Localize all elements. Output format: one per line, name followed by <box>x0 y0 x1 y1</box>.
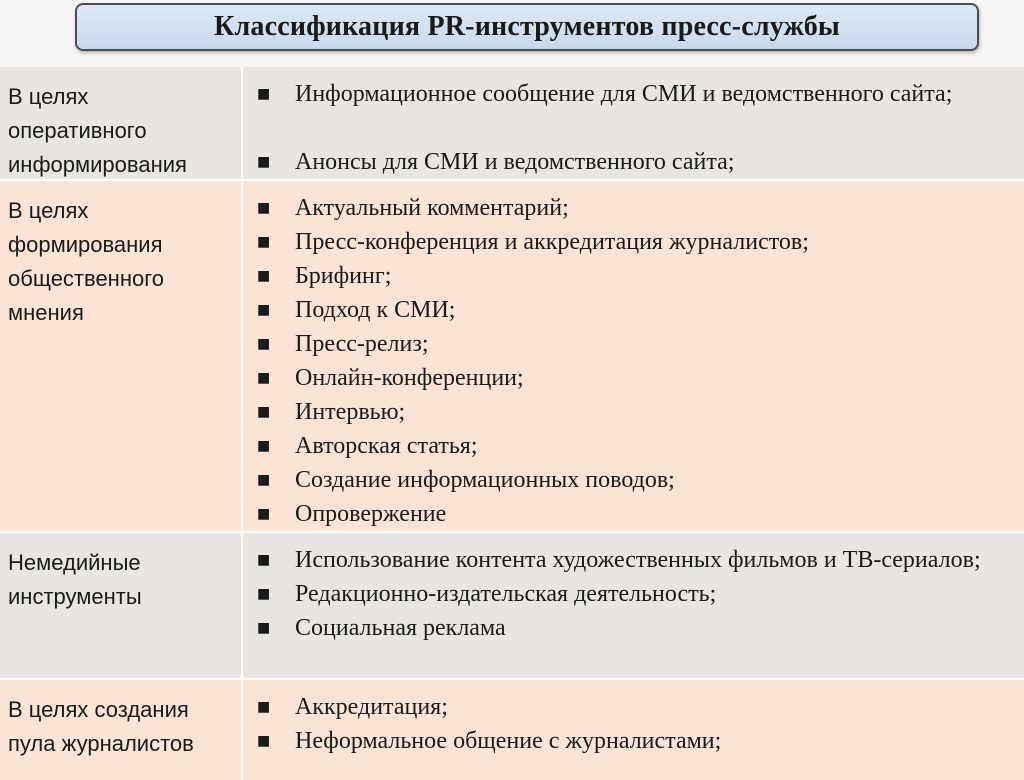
list-item: ■ Социальная реклама <box>255 611 1024 645</box>
list-item: ■ Интервью; <box>255 395 1024 429</box>
row-items <box>243 67 1024 179</box>
row-category: В целях формирования общественного мнения <box>0 181 243 531</box>
square-bullet-icon: ■ <box>257 699 271 715</box>
square-bullet-icon: ■ <box>257 620 271 636</box>
square-bullet-icon: ■ <box>257 154 271 170</box>
list-item: ■ Актуальный комментарий; <box>255 191 1024 225</box>
square-bullet-icon: ■ <box>257 438 271 454</box>
square-bullet-icon: ■ <box>257 370 271 386</box>
row-category: В целях создания пула журналистов <box>0 680 243 780</box>
square-bullet-icon: ■ <box>257 302 271 318</box>
square-bullet-icon: ■ <box>257 268 271 284</box>
list-item: ■ Пресс-конференция и аккредитация журналистов; <box>255 225 1024 259</box>
table-row-public-opinion <box>0 181 1024 533</box>
row-category: Немедийные инструменты <box>0 533 243 678</box>
list-item: ■ Анонсы для СМИ и ведомственного сайта; <box>255 145 1024 179</box>
row-items <box>243 181 1024 531</box>
list-item: ■ Редакционно-издательская деятельность; <box>255 577 1024 611</box>
square-bullet-icon: ■ <box>257 336 271 352</box>
square-bullet-icon: ■ <box>257 234 271 250</box>
row-category: В целях оперативного информирования <box>0 67 243 179</box>
list-item: ■ Опровержение <box>255 497 1024 531</box>
list-item: ■ Пресс-релиз; <box>255 327 1024 361</box>
row-items <box>243 680 1024 780</box>
square-bullet-icon: ■ <box>257 404 271 420</box>
list-item: ■ Информационное сообщение для СМИ и ведомственного сайта; <box>255 77 1024 145</box>
list-item: ■ Брифинг; <box>255 259 1024 293</box>
square-bullet-icon: ■ <box>257 200 271 216</box>
list-item: ■ Неформальное общение с журналистами; <box>255 724 1024 758</box>
square-bullet-icon: ■ <box>257 86 271 102</box>
list-item: ■ Использование контента художественных фильмов и ТВ-сериалов; <box>255 543 1024 577</box>
table-row-journalist-pool <box>0 680 1024 780</box>
square-bullet-icon: ■ <box>257 472 271 488</box>
list-item: ■ Авторская статья; <box>255 429 1024 463</box>
row-items <box>243 533 1024 678</box>
square-bullet-icon: ■ <box>257 506 271 522</box>
table-row-operational-informing <box>0 67 1024 181</box>
list-item: ■ Аккредитация; <box>255 690 1024 724</box>
list-item: ■ Создание информационных поводов; <box>255 463 1024 497</box>
square-bullet-icon: ■ <box>257 552 271 568</box>
square-bullet-icon: ■ <box>257 586 271 602</box>
slide-title: Классификация PR-инструментов пресс-службы <box>214 11 840 42</box>
list-item: ■ Подход к СМИ; <box>255 293 1024 327</box>
square-bullet-icon: ■ <box>257 733 271 749</box>
table-row-nonmedia-tools <box>0 533 1024 680</box>
list-item: ■ Онлайн-конференции; <box>255 361 1024 395</box>
slide-title-box <box>75 3 979 51</box>
